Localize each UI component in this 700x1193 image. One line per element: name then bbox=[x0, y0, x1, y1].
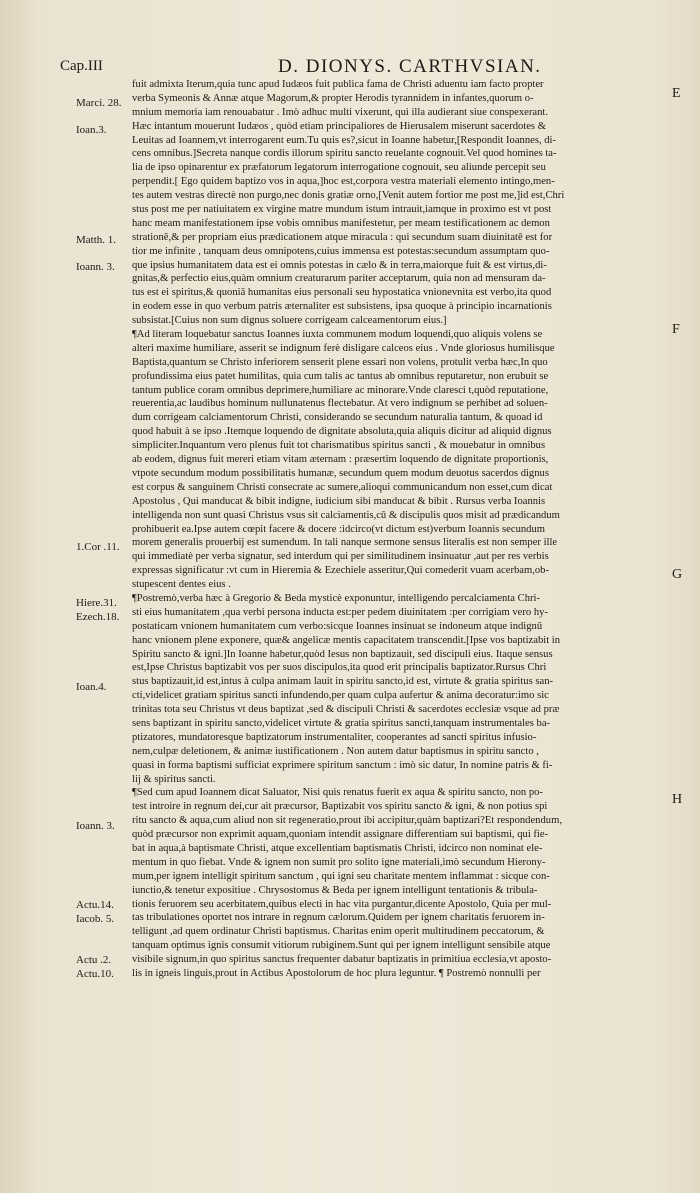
text-line: trinitas tota seu Christus vt deus baptizat ,sed & discipuli Christi & sacerdotes ecclesiæ vsque ad præ bbox=[132, 704, 560, 716]
text-line: profundissima eius patet humilitas, quia cum talis ac tantus ab omnibus reputaretur, non erubuit se bbox=[132, 370, 549, 382]
text-line: Hæc intantum mouerunt Iudæos , quòd etiam principaliores de Hierusalem miserunt sacerdotes & bbox=[132, 120, 546, 132]
margin-note: Ioan.4. bbox=[76, 681, 107, 693]
text-line: dum corrigeam calciamentorum Christi, considerando se secundum naturalia tantum, & quoad id bbox=[132, 412, 543, 424]
text-line: ¶Postremò,verba hæc à Gregorio & Beda mysticè exponuntur, intelligendo percalciamenta Chri- bbox=[132, 592, 540, 604]
text-line: ritu sancto & aqua,cum aliud non sit regeneratio,prout ibi accipitur,quàm baptizari?Et respondendum, bbox=[132, 815, 562, 827]
text-line: est corpus & sanguinem Christi consecrate ac sumere,alioqui communicandum non esset,cum dicat bbox=[132, 481, 553, 493]
text-line: stus baptizauit,id est,intus à culpa animam lauit in spiritu sancto,id est, virtute & gratia spiritus san- bbox=[132, 676, 554, 688]
text-line: tior me infinite , tanquam deus omnipotens,cuius immensa est potestas:secundum assumptam quo- bbox=[132, 245, 550, 257]
text-line: Spiritu sancto & igni.]In Ioanne habetur,quòd Iesus non baptizauit, sed discipuli eius. Itaque sensus bbox=[132, 648, 553, 660]
text-line: ab eodem, dignus fuit mereri etiam vitam æternam : præsertim loquendo de dignitate proportionis, bbox=[132, 454, 549, 466]
text-line: morem generalis prouerbij est sumendum. In tali nanque sermone sensus literalis est non semper ille bbox=[132, 537, 558, 549]
body-text bbox=[132, 78, 660, 981]
text-line: Baptista,quantum se Christo inferiorem senserit plene essari non volens, protulit verba hæc,In quo bbox=[132, 356, 548, 368]
text-line: simpliciter.Inquantum vero plenus fuit tot charismatibus spiritus sancti , & mouebatur in omnibus bbox=[132, 440, 546, 452]
margin-note: Ioan.3. bbox=[76, 124, 107, 136]
text-line: Leuitas ad Ioannem,vt interrogarent eum.Tu quis es?,sicut in Ioanne habetur,[Respondit Ioannes, di- bbox=[132, 134, 557, 146]
margin-letter-e: E bbox=[672, 86, 681, 101]
margin-note: Actu.10. bbox=[76, 968, 114, 980]
text-line: est,Ipse Christus baptizabit vos per suos discipulos,ita quod erit principalis baptizator.Rursus Chri bbox=[132, 662, 547, 674]
text-line: reuerentia,ac laudibus hominum nullunatenus flectebatur. At vero indignum se perhibet ad soluen- bbox=[132, 398, 548, 410]
text-line: quasi in forma baptismi sufficiat exprimere spiritum sanctum : imò sic datur, In nomine patris & fi- bbox=[132, 759, 553, 771]
margin-note: Ioann. 3. bbox=[76, 820, 115, 832]
margin-note: Iacob. 5. bbox=[76, 913, 115, 925]
text-line: quòd præcursor non exprimit aquam,quoniam intendit assignare differentiam sui baptismi, qui fie- bbox=[132, 829, 549, 841]
text-line: nem,culpæ deletionem, & animæ iustificationem . Non autem datur baptismus in spiritu sancto , bbox=[132, 745, 539, 757]
text-line: mum,per ignem intelligit spiritum sanctum , qui igni seu charitate mentem inflammat : sicque con- bbox=[132, 870, 550, 882]
margin-note: Ioann. 3. bbox=[76, 261, 115, 273]
text-line: intelligenda non sunt quasi Christus vsus sit calciamentis,cū & discipulis quos misit ad prædicandum bbox=[132, 509, 560, 521]
margin-note: Actu .2. bbox=[76, 954, 112, 966]
text-line: subsistat.[Cuius non sum dignus soluere corrigeam calceamentorum eius.] bbox=[132, 315, 447, 327]
margin-note: 1.Cor .11. bbox=[76, 541, 120, 553]
text-line: verba Symeonis & Annæ atque Magorum,& propter Herodis tyrannidem in infantes,quorum o- bbox=[132, 92, 534, 104]
margin-note: Ezech.18. bbox=[76, 611, 120, 623]
margin-letter-g: G bbox=[672, 567, 683, 582]
text-line: prohibuerit ea.Ipse autem cœpit facere & docere :idcirco(vt dictum est)verbum Ioannis secundum bbox=[132, 523, 546, 535]
text-line: sens baptizant in spiritu sancto,videlicet virtute & gratia spiritus sancti,tanquam instrumentales ba- bbox=[132, 717, 551, 729]
text-line: gnitas,& perfectio eius,quàm omnium creaturarum pariter acceptarum, quia non ad mensuram da- bbox=[132, 273, 546, 285]
text-line: fuit admixta Iterum,quia tunc apud Iudæos fuit publica fama de Christi aduentu iam facto propter bbox=[132, 79, 544, 90]
text-line: que ipsius humanitatem data est ei omnis potestas in cælo & in terra,maiorque fuit & est virtus,di- bbox=[132, 259, 547, 271]
page-title: D. DIONYS. CARTHVSIAN. bbox=[278, 56, 542, 77]
text-line: tus est ei spiritus,& quoniā humanitas eius personali seu hypostatica vnionevnita est verbo,ita quod bbox=[132, 287, 552, 299]
text-line: test introire in regnum dei,cur ait præcursor, Baptizabit vos spiritu sancto & igni, & non potius spi bbox=[132, 801, 548, 813]
text-line: lis in igneis linguis,prout in Actibus Apostolorum de hoc plura leguntur. ¶ Postremò nonnulli per bbox=[132, 968, 541, 979]
text-line: vtpote secundum modum possibilitatis humanæ, secundum quem modum deuotus sacerdos dignus bbox=[132, 467, 549, 479]
text-line: tes autem vestras directè non purgo,nec donis gratiæ orno,[Venit autem fortior me post me,]id est,Chri bbox=[132, 190, 565, 202]
text-line: quod habuit à se ipso .Itemque loquendo de dignitate absoluta,quia aliquis dicitur ad aliquid dignus bbox=[132, 426, 552, 438]
text-line: tionis feruorem seu acerbitatem,quibus electi in hac vita purgantur,dicente Apostolo, Quia per mul- bbox=[132, 898, 552, 910]
text-line: tas tribulationes oportet nos intrare in regnum cælorum.Quidem per ignem charitatis feruorem in- bbox=[132, 912, 545, 924]
text-line: ¶Sed cum apud Ioannem dicat Saluator, Nisi quis renatus fuerit ex aqua & spiritu sancto, non po- bbox=[132, 787, 543, 799]
margin-note: Hiere.31. bbox=[76, 597, 117, 609]
text-line: ¶Ad literam loquebatur sanctus Ioannes iuxta communem modum loquendi,quo aliquis volens se bbox=[132, 329, 543, 341]
text-line: sti eius humanitatem ,qua verbi persona inducta est:per pedem diuinitatem :per corrigiam vero hy- bbox=[132, 606, 548, 618]
text-line: telligunt ,ad quem ordinatur Christi baptismus. Charitas enim operit multitudinem peccatorum, & bbox=[132, 926, 545, 938]
margin-note: Marci. 28. bbox=[76, 97, 122, 109]
chapter-label: Cap.III bbox=[60, 58, 103, 74]
text-line: alteri maxime humiliare, asserit se indignum ferè disligare calceos eius . Vnde gloriosus humilisque bbox=[132, 342, 555, 354]
text-line: strationē,& per propriam eius prædicationem atque miracula : qui secundum suam diuinitatē est for bbox=[132, 231, 553, 243]
text-line: in eodem esse in quo verbum patris æternaliter est subsistens, ipsa quoque à principio incarnationis bbox=[132, 301, 552, 313]
margin-note: Actu.14. bbox=[76, 899, 114, 911]
text-line: tanquam optimus ignis consumit vitiorum rubiginem.Sunt qui per ignem intelligunt sensibile atque bbox=[132, 940, 551, 952]
margin-note: Matth. 1. bbox=[76, 234, 117, 246]
text-line: lij & spiritus sancti. bbox=[132, 773, 216, 785]
text-line: cti,videlicet gratiam spiritus sancti infundendo,per quam culpa aufertur & anima decoratur:imo sic bbox=[132, 690, 549, 702]
text-line: expressas significatur :vt cum in Hieremia & Ezechiele asseritur,Qui comederit vuam acerbam,ob- bbox=[132, 565, 549, 577]
text-line: lia de ipso opinarentur ex præfatorum legatorum interrogatione cognouit, seu aliunde percepit seu bbox=[132, 162, 546, 174]
text-line: tantum publice coram omnibus deprimere,humiliare ac minorare.Vnde claresci t,quòd reputatione, bbox=[132, 384, 549, 396]
text-line: stupescent dentes eius . bbox=[132, 579, 231, 591]
text-line: bat in aqua,à baptismate Christi, atque excellentiam baptismatis Christi, idcirco non nominat ele- bbox=[132, 842, 543, 854]
text-line: perpendit.[ Ego quidem baptizo vos in aqua,]hoc est,corpora vestra materiali elemento intingo,men- bbox=[132, 176, 555, 188]
text-line: visibile signum,in quo spiritus sanctus frequenter dabatur baptizatis in primitiua ecclesia,vt aposto- bbox=[132, 954, 552, 966]
margin-letter-h: H bbox=[672, 792, 683, 807]
text-line: hanc vnionem plene exponere, quæ& angelicæ mentis capacitatem transcendit.[Ipse vos baptizabit in bbox=[132, 634, 561, 646]
text-line: mentum in quo fiebat. Vnde & ignem non sumit pro solito igne materiali,imò secundum Hierony- bbox=[132, 856, 546, 868]
text-line: Apostolus , Qui manducat & bibit indigne, iudicium sibi manducat & bibit . Rursus verba Ioannis bbox=[132, 495, 546, 507]
text-line: cens omnibus.]Secreta nanque cordis illorum spiritu sancto reuelante cognouit.Vel quod homines ta- bbox=[132, 148, 557, 160]
text-line: mnium memoria iam renouabatur . Imò adhuc multi vixerunt, qui illa audierant siue conspexerant. bbox=[132, 106, 548, 118]
text-line: stus post me per natiuitatem ex virgine matre mundum istum intrauit,iamque in proximo est vt post bbox=[132, 204, 552, 216]
text-line: qui immediatè per verba signatur, sed interdum qui per similitudinem insinuatur ,aut per res verbis bbox=[132, 551, 549, 563]
text-line: iunctio,& tenetur expositiue . Chrysostomus & Beda per ignem intelligunt tentationis & tribula- bbox=[132, 884, 538, 896]
text-line: postaticam vnionem humanitatem cum verbo:sicque Ioannes insinuat se indoneum atque indignū bbox=[132, 620, 543, 632]
margin-letter-f: F bbox=[672, 322, 680, 337]
text-line: hanc meam manifestationem ipse vobis omnibus manifestetur, per meam testificationem ac demon bbox=[132, 217, 550, 229]
text-line: ptizatores, mundatoresque baptizatorum instrumentaliter, cooperantes ad sancti spiritus infusio- bbox=[132, 731, 537, 743]
